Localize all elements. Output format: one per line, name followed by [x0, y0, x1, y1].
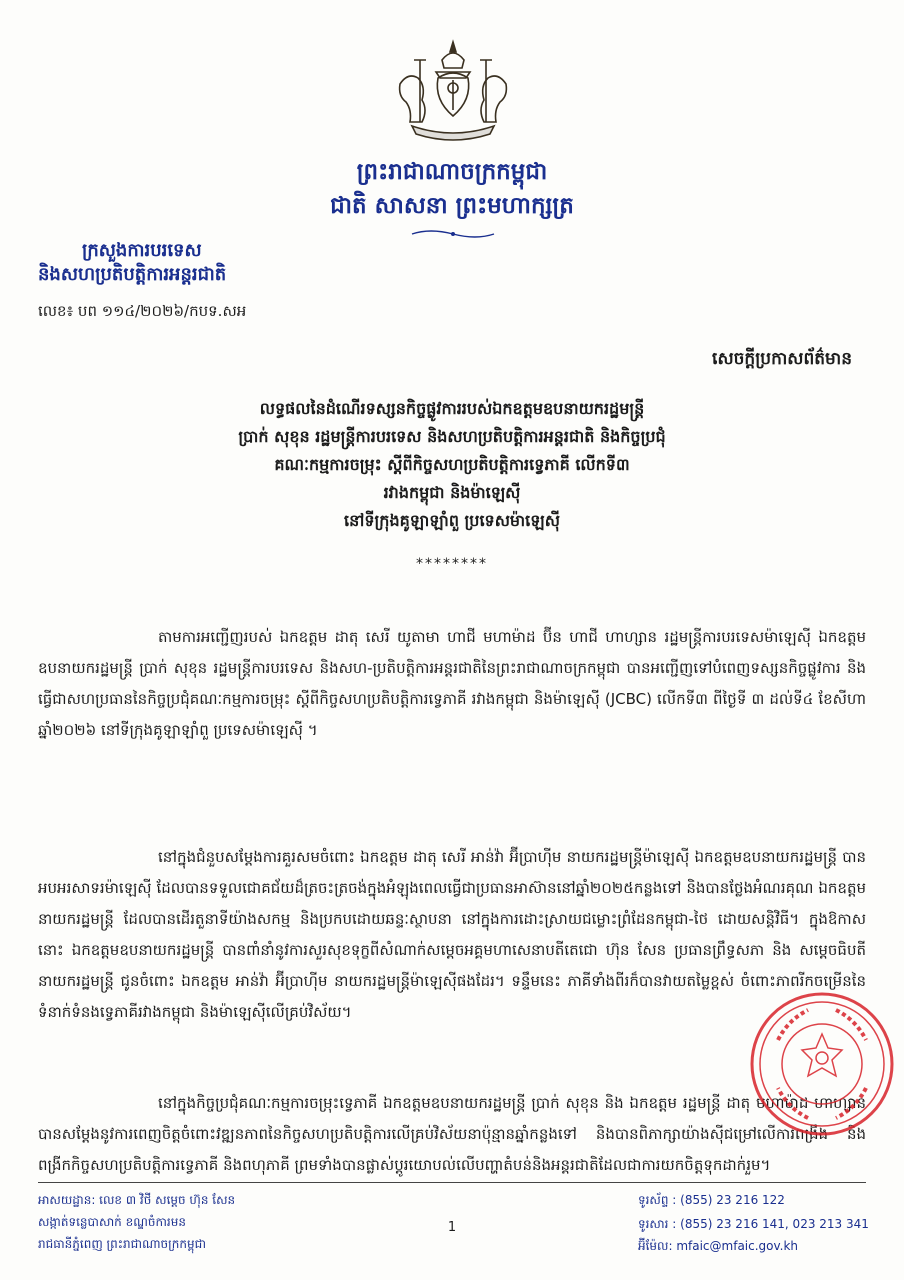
page-number: 1 — [447, 1220, 457, 1235]
body-paragraph: នៅក្នុងកិច្ចប្រជុំគណៈកម្មការចម្រុះទ្វេភាគី ឯកឧត្តមឧបនាយករដ្ឋមន្ត្រី ប្រាក់ សុខុន និង ឯកឧត្តម រដ្ឋមន្ត្រី ដាតុ មហាម៉ាដ ហាហ្សាន បានសម្តែងនូវការពេញចិត្តចំពោះវឌ្ឍនភាពនៃកិច្ចសហប្រតិបត្តិការលើគ្រប់វិស័យនាប៉ុន្មានឆ្នាំកន្លងទៅ និងបានពិភាក្សាយ៉ាងស៊ីជម្រៅលើការពង្រឹង និងពង្រីកកិច្ចសហប្រតិបត្តិការទ្វេភាគី និងពហុភាគី ព្រមទាំងបានផ្លាស់ប្តូរយោបល់លើបញ្ហាតំបន់និងអន្តរជាតិដែលជាការយកចិត្តទុកដាក់រួម។ — [38, 1094, 866, 1174]
ministry-name-line2: និងសហប្រតិបត្តិការអន្តរជាតិ — [38, 264, 227, 285]
ministry-seal-stamp-icon — [748, 990, 896, 1138]
body-paragraph: តាមការអញ្ជើញរបស់ ឯកឧត្តម ដាតុ សេរី យូតាមា ហាជី មហាម៉ាដ ប៊ីន ហាជី ហាហ្សាន រដ្ឋមន្ត្រីការបរទេសម៉ាឡេស៊ី ឯកឧត្តមឧបនាយករដ្ឋមន្ត្រី ប្រាក់ សុខុន រដ្ឋមន្ត្រីការបរទេស និងសហ-ប្រតិបត្តិការអន្តរជាតិនៃព្រះរាជាណាចក្រកម្ពុជា បានអញ្ជើញទៅបំពេញទស្សនកិច្ចផ្លូវការ និងធ្វើជាសហប្រធាននៃកិច្ចប្រជុំគណៈកម្មការចម្រុះ ស្តីពីកិច្ចសហប្រតិបត្តិការទ្វេភាគី រវាងកម្ពុជា និងម៉ាឡេស៊ី (JCBC) លើកទី៣ ពីថ្ងៃទី ៣ ដល់ទី៤ ខែសីហា ឆ្នាំ២០២៦ នៅទីក្រុងគូឡាឡាំពួ ប្រទេសម៉ាឡេស៊ី ។ — [38, 628, 866, 739]
separator: ******** — [416, 556, 488, 572]
footer-telephone: ទូរស័ព្ទ : (855) 23 216 122 — [638, 1193, 785, 1207]
footer-address-line: រាជធានីភ្នំពេញ ព្រះរាជាណាចក្រកម្ពុជា — [38, 1237, 206, 1251]
title-line: រវាងកម្ពុជា និងម៉ាឡេស៊ី — [383, 483, 521, 502]
title-line: ប្រាក់ សុខុន រដ្ឋមន្ត្រីការបរទេស និងសហប្រតិបត្តិការអន្តរជាតិ និងកិច្ចប្រជុំ — [238, 427, 666, 446]
kingdom-title: ព្រះរាជាណាចក្រកម្ពុជា — [356, 159, 548, 185]
title-line: គណៈកម្មការចម្រុះ ស្តីពីកិច្ចសហប្រតិបត្តិការទ្វេភាគី លើកទី៣ — [274, 455, 630, 474]
body-paragraph: នៅក្នុងជំនួបសម្តែងការគួរសមចំពោះ ឯកឧត្តម ដាតុ សេរី អាន់វ៉ា អ៊ីប្រាហ៊ីម នាយករដ្ឋមន្ត្រីម៉ាឡេស៊ី ឯកឧត្តមឧបនាយករដ្ឋមន្ត្រី បានអបអរសាទរម៉ាឡេស៊ី ដែលបានទទួលជោគជ័យដ៏ត្រចះត្រចង់ក្នុងអំឡុងពេលធ្វើជាប្រធានអាស៊ាននៅឆ្នាំ២០២៥កន្លងទៅ និងបានថ្លែងអំណរគុណ ឯកឧត្តមនាយករដ្ឋមន្ត្រី ដែលបានដើរតួនាទីយ៉ាងសកម្ម និងប្រកបដោយឆន្ទៈស្ថាបនា នៅក្នុងការដោះស្រាយជម្លោះព្រំដែនកម្ពុជា-ថៃ ដោយសន្តិវិធី។ ក្នុងឱកាសនោះ ឯកឧត្តមឧបនាយករដ្ឋមន្ត្រី បានពាំនាំនូវការសួរសុខទុក្ខពីសំណាក់សម្តេចអគ្គមហាសេនាបតីតេជោ ហ៊ុន សែន ប្រធានព្រឹទ្ធសភា និង សម្តេចធិបតីនាយករដ្ឋមន្ត្រី ជូនចំពោះ ឯកឧត្តម អាន់វ៉ា អ៊ីប្រាហ៊ីម នាយករដ្ឋមន្ត្រីម៉ាឡេស៊ីផងដែរ។ ទន្ទឹមនេះ ភាគីទាំងពីរក៏បានវាយតម្លៃខ្ពស់ ចំពោះភាពរីកចម្រើននៃទំនាក់ទំនងទ្វេភាគីរវាងកម្ពុជា និងម៉ាឡេស៊ីលើគ្រប់វិស័យ។ — [38, 848, 866, 1021]
reference-number: លេខ៖ បព ១១៤/២០២៦/កបទ.សអ — [38, 302, 247, 320]
footer-divider — [38, 1182, 866, 1183]
ornament-divider-icon — [408, 228, 498, 240]
ministry-name-line1: ក្រសួងការបរទេស — [82, 240, 202, 261]
footer-address-line: អាសយដ្ឋាន: លេខ ៣ វិថី សម្តេច ហ៊ុន សែន — [38, 1193, 236, 1207]
footer-address-line: សង្កាត់ទន្លេបាសាក់ ខណ្ឌចំការមន — [38, 1215, 186, 1229]
footer-email: អ៊ីម៉ែល: mfaic@mfaic.gov.kh — [638, 1239, 799, 1253]
document-type: សេចក្តីប្រកាសព័ត៌មាន — [712, 349, 852, 369]
title-line: លទ្ធផលនៃដំណើរទស្សនកិច្ចផ្លូវការរបស់ឯកឧត្តមឧបនាយករដ្ឋមន្ត្រី — [259, 399, 645, 418]
kingdom-motto: ជាតិ សាសនា ព្រះមហាក្សត្រ — [330, 193, 574, 219]
title-line: នៅទីក្រុងគូឡាឡាំពួ ប្រទេសម៉ាឡេស៊ី — [344, 511, 560, 530]
royal-coat-of-arms-icon — [392, 38, 514, 148]
footer-fax: ទូរសារ : (855) 23 216 141, 023 213 341 — [638, 1217, 869, 1231]
